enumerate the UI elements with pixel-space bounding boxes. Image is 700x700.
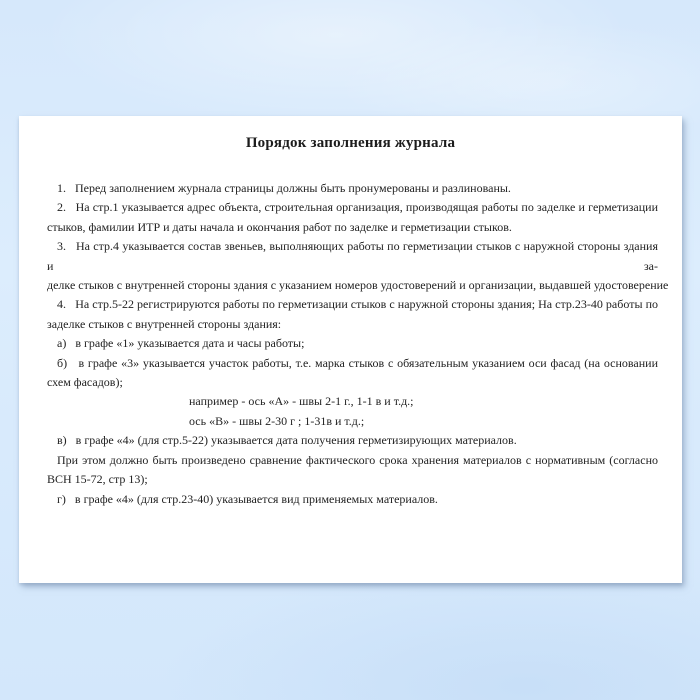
document-line-numbered: 2. На стр.1 указывается адрес объекта, строительная организация, производящая работы по заделке и герметизации [57, 200, 658, 215]
document-line: заделке стыков с внутренней стороны здания: [47, 316, 282, 331]
document-line: стыков, фамилии ИТР и даты начала и окончания работ по заделке и герметизации стыков. [47, 219, 512, 234]
document-line-lettered: г) в графе «4» (для стр.23-40) указывается вид применяемых материалов. [57, 491, 438, 506]
document-page [19, 116, 682, 583]
document-line-example: ось «В» - швы 2-30 г ; 1-31в и т.д.; [189, 413, 365, 428]
document-line: ВСН 15-72, стр 13); [47, 472, 148, 487]
document-line-lettered: а) в графе «1» указывается дата и часы работы; [57, 336, 305, 351]
document-line-example: например - ось «А» - швы 2-1 г., 1-1 в и т.д.; [189, 394, 414, 409]
document-body [47, 179, 669, 509]
document-line-numbered: 4. На стр.5-22 регистрируются работы по герметизации стыков с наружной стороны здания; На стр.23-40 работы по [57, 297, 658, 312]
document-line-numbered: 3. На стр.4 указывается состав звеньев, выполняющих работы по герметизации стыков с наружной стороны здания и за- [47, 239, 658, 273]
document-line-lettered: в) в графе «4» (для стр.5-22) указывается дата получения герметизирующих материалов. [57, 433, 517, 448]
document-line-lettered: б) в графе «3» указывается участок работы, т.е. марка стыков с обязательным указанием оси фасад (на основании [57, 355, 658, 370]
document-title: Порядок заполнения журнала [245, 135, 456, 151]
document-line: делке стыков с внутренней стороны здания с указанием номеров удостоверений и организации, выдавшей удостоверение [47, 278, 669, 293]
document-line-numbered: 1. Перед заполнением журнала страницы должны быть пронумерованы и разлинованы. [57, 181, 511, 195]
document-line: При этом должно быть произведено сравнение фактического срока хранения материалов с нормативным (согласно [57, 452, 658, 467]
document-line: схем фасадов); [47, 375, 123, 390]
